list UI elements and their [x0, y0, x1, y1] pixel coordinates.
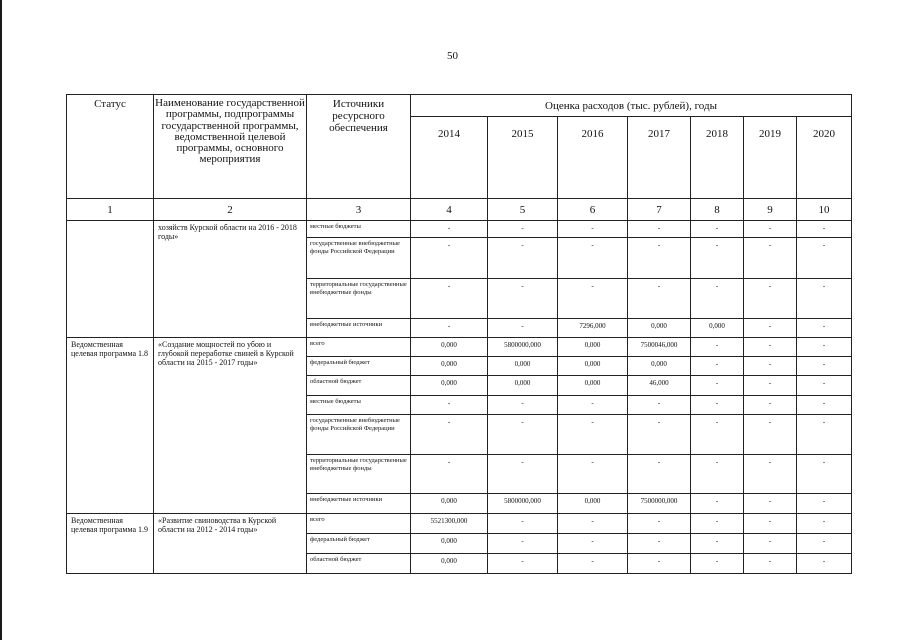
value-cell: - [744, 319, 797, 338]
value-cell: - [488, 238, 558, 279]
value-cell: 5800000,000 [488, 338, 558, 357]
value-cell: - [558, 221, 628, 238]
value-cell: - [411, 238, 488, 279]
value-cell: - [488, 415, 558, 455]
column-number: 2 [154, 199, 307, 221]
value-cell: - [628, 415, 691, 455]
value-cell: - [628, 534, 691, 554]
year-header: 2015 [488, 117, 558, 199]
value-cell: - [797, 319, 852, 338]
value-cell: - [411, 455, 488, 494]
value-cell: 0,000 [558, 376, 628, 396]
funding-source: внебюджетные источники [307, 494, 411, 514]
value-cell: - [797, 279, 852, 319]
value-cell: - [744, 376, 797, 396]
value-cell: - [797, 494, 852, 514]
year-header: 2016 [558, 117, 628, 199]
value-cell: - [558, 238, 628, 279]
value-cell: - [797, 396, 852, 415]
value-cell: - [488, 279, 558, 319]
value-cell: - [558, 554, 628, 574]
value-cell: - [691, 357, 744, 376]
value-cell: - [691, 494, 744, 514]
value-cell: 5521300,000 [411, 514, 488, 534]
value-cell: - [488, 554, 558, 574]
value-cell: - [558, 514, 628, 534]
value-cell: - [744, 396, 797, 415]
value-cell: - [411, 415, 488, 455]
value-cell: - [744, 238, 797, 279]
value-cell: 0,000 [628, 357, 691, 376]
value-cell: - [411, 221, 488, 238]
page-number: 50 [447, 50, 458, 62]
value-cell: - [691, 554, 744, 574]
value-cell: - [558, 396, 628, 415]
value-cell: - [797, 238, 852, 279]
program-name: «Создание мощностей по убою и глубокой переработке свиней в Курской области на 2015 - 2017 годы» [154, 338, 307, 514]
value-cell: - [558, 534, 628, 554]
program-status: Ведомственная целевая программа 1.9 [67, 514, 154, 574]
value-cell: - [744, 534, 797, 554]
value-cell: - [797, 415, 852, 455]
column-number: 3 [307, 199, 411, 221]
header-estimate: Оценка расходов (тыс. рублей), годы [411, 95, 852, 117]
value-cell: 7500000,000 [628, 494, 691, 514]
value-cell: - [411, 279, 488, 319]
value-cell: - [797, 455, 852, 494]
value-cell: - [744, 357, 797, 376]
value-cell: - [691, 221, 744, 238]
value-cell: - [744, 494, 797, 514]
header-sources: Источники ресурсного обеспечения [307, 95, 411, 199]
funding-source: территориальные государственные внебюджетные фонды [307, 279, 411, 319]
year-header: 2020 [797, 117, 852, 199]
value-cell: - [558, 455, 628, 494]
value-cell: 0,000 [691, 319, 744, 338]
value-cell: 0,000 [411, 376, 488, 396]
program-status: Ведомственная целевая программа 1.8 [67, 338, 154, 514]
funding-source: всего [307, 514, 411, 534]
value-cell: - [691, 396, 744, 415]
value-cell: - [558, 415, 628, 455]
value-cell: - [691, 279, 744, 319]
funding-source: федеральный бюджет [307, 534, 411, 554]
year-header: 2014 [411, 117, 488, 199]
program-status [67, 221, 154, 338]
value-cell: - [411, 396, 488, 415]
value-cell: - [488, 455, 558, 494]
value-cell: - [628, 238, 691, 279]
value-cell: - [488, 221, 558, 238]
value-cell: - [691, 238, 744, 279]
value-cell: - [744, 554, 797, 574]
funding-source: государственные внебюджетные фонды Российской Федерации [307, 415, 411, 455]
value-cell: 0,000 [411, 357, 488, 376]
expenditure-table [66, 94, 852, 574]
value-cell: - [691, 514, 744, 534]
value-cell: - [797, 338, 852, 357]
value-cell: - [744, 221, 797, 238]
column-number: 5 [488, 199, 558, 221]
value-cell: - [628, 221, 691, 238]
value-cell: - [488, 319, 558, 338]
funding-source: федеральный бюджет [307, 357, 411, 376]
value-cell: 0,000 [488, 376, 558, 396]
value-cell: - [411, 319, 488, 338]
year-header: 2019 [744, 117, 797, 199]
funding-source: государственные внебюджетные фонды Российской Федерации [307, 238, 411, 279]
value-cell: - [691, 338, 744, 357]
value-cell: - [797, 554, 852, 574]
funding-source: местные бюджеты [307, 396, 411, 415]
value-cell: - [628, 279, 691, 319]
value-cell: 7296,000 [558, 319, 628, 338]
year-header: 2017 [628, 117, 691, 199]
funding-source: областной бюджет [307, 554, 411, 574]
value-cell: 0,000 [411, 338, 488, 357]
value-cell: 0,000 [628, 319, 691, 338]
funding-source: территориальные государственные внебюджетные фонды [307, 455, 411, 494]
value-cell: - [691, 415, 744, 455]
funding-source: всего [307, 338, 411, 357]
value-cell: - [628, 514, 691, 534]
value-cell: - [744, 415, 797, 455]
funding-source: областной бюджет [307, 376, 411, 396]
value-cell: - [628, 554, 691, 574]
column-number: 9 [744, 199, 797, 221]
value-cell: 0,000 [558, 338, 628, 357]
header-name: Наименование государственной программы, подпрограммы государственной программы, ведомственной целевой программы, основного мероприятия [154, 95, 307, 199]
value-cell: - [488, 534, 558, 554]
value-cell: - [691, 376, 744, 396]
column-number: 7 [628, 199, 691, 221]
column-number: 1 [67, 199, 154, 221]
value-cell: - [744, 514, 797, 534]
value-cell: 0,000 [411, 534, 488, 554]
column-number: 8 [691, 199, 744, 221]
value-cell: 0,000 [411, 494, 488, 514]
value-cell: - [488, 396, 558, 415]
value-cell: - [744, 338, 797, 357]
value-cell: - [488, 514, 558, 534]
value-cell: 0,000 [488, 357, 558, 376]
value-cell: - [628, 396, 691, 415]
column-number: 4 [411, 199, 488, 221]
header-status: Статус [67, 95, 154, 199]
value-cell: - [744, 455, 797, 494]
value-cell: - [744, 279, 797, 319]
value-cell: - [797, 357, 852, 376]
value-cell: 46,000 [628, 376, 691, 396]
column-number: 6 [558, 199, 628, 221]
scan-edge [0, 0, 2, 640]
value-cell: - [558, 279, 628, 319]
value-cell: 0,000 [411, 554, 488, 574]
funding-source: местные бюджеты [307, 221, 411, 238]
funding-source: внебюджетные источники [307, 319, 411, 338]
value-cell: - [797, 376, 852, 396]
value-cell: 0,000 [558, 494, 628, 514]
value-cell: - [797, 514, 852, 534]
column-number: 10 [797, 199, 852, 221]
value-cell: - [797, 534, 852, 554]
program-name: хозяйств Курской области на 2016 - 2018 годы» [154, 221, 307, 338]
value-cell: - [691, 455, 744, 494]
value-cell: - [797, 221, 852, 238]
program-name: «Развитие свиноводства в Курской области на 2012 - 2014 годы» [154, 514, 307, 574]
value-cell: 5800000,000 [488, 494, 558, 514]
value-cell: - [628, 455, 691, 494]
value-cell: 7500046,000 [628, 338, 691, 357]
year-header: 2018 [691, 117, 744, 199]
value-cell: - [691, 534, 744, 554]
value-cell: 0,000 [558, 357, 628, 376]
